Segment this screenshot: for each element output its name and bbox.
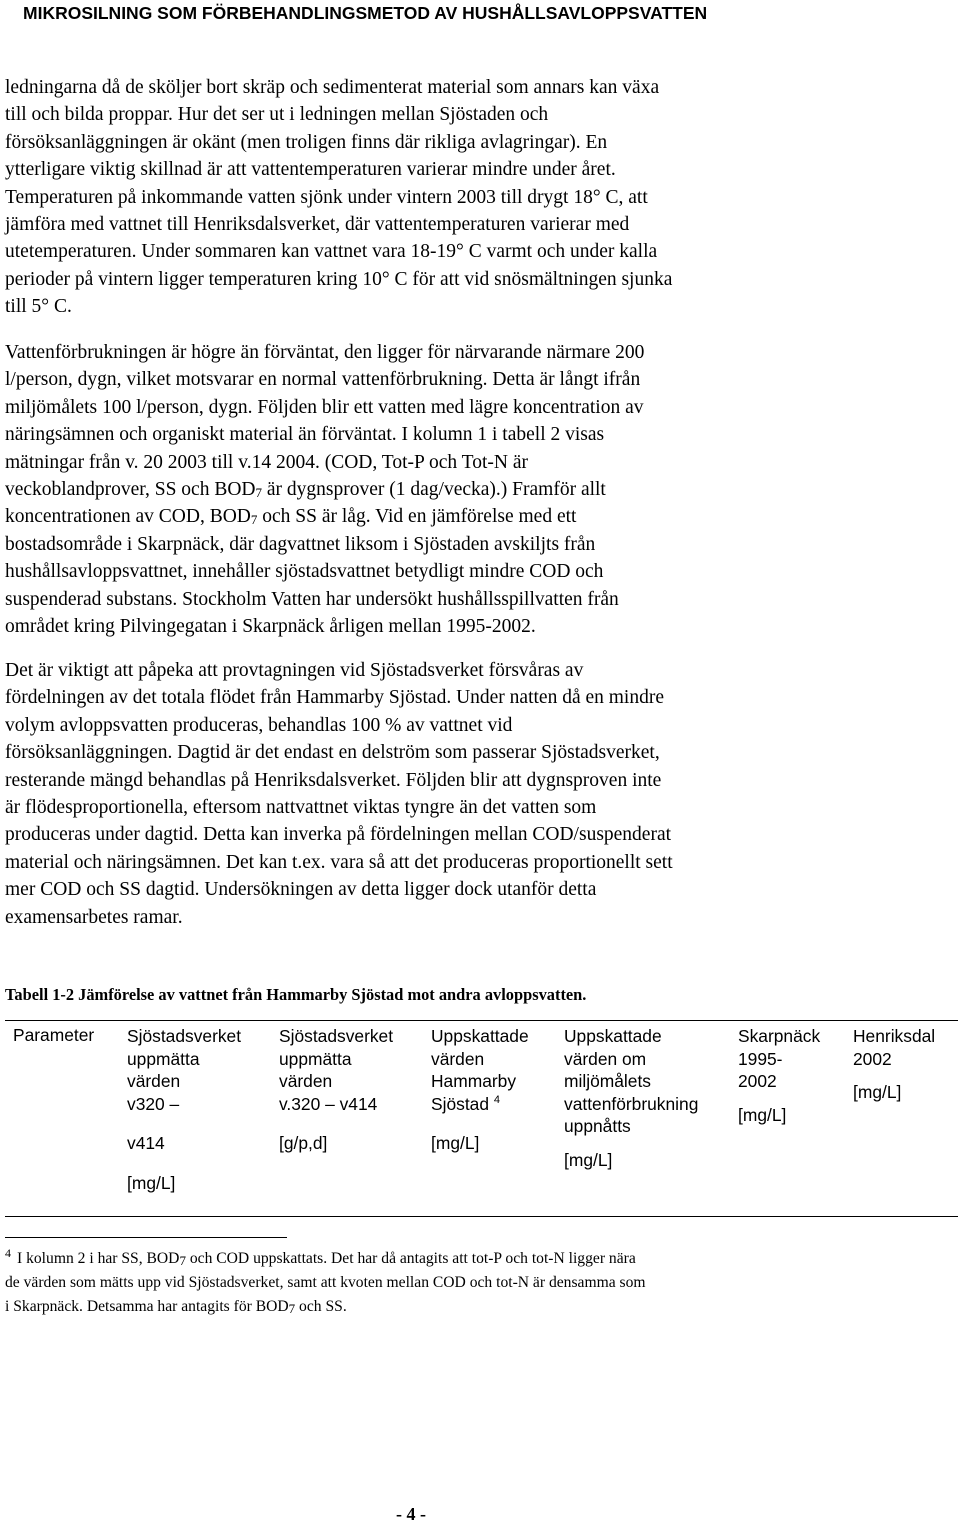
header-cell-text: Sjöstadsverket	[127, 1026, 242, 1046]
header-cell-text: Henriksdal	[853, 1026, 936, 1046]
text-line: till och bilda proppar. Hur det ser ut i ledningen mellan Sjöstaden och	[5, 104, 549, 126]
header-cell-text: v320 –	[127, 1093, 180, 1114]
text-line: miljömålets 100 l/person, dygn. Följden blir ett vatten med lägre koncentration av	[5, 396, 644, 418]
text-line: Temperaturen på inkommande vatten sjönk under vintern 2003 till drygt 18° C, att	[5, 186, 648, 208]
text-line: mer COD och SS dagtid. Undersökningen av detta ligger dock utanför detta	[5, 879, 597, 901]
header-cell-text: vattenförbrukning	[564, 1093, 699, 1114]
table-bottom-rule	[5, 1216, 958, 1217]
text-line: försöksanläggningen. Dagtid är det endast en delström som passerar Sjöstadsverket,	[5, 742, 660, 764]
table-header-uppskattade-miljomal	[564, 1025, 698, 1172]
subscript: 7	[255, 484, 263, 500]
footnote-line	[5, 1247, 646, 1271]
text-line: är flödesproportionella, eftersom nattvattnet viktas tyngre än det vatten som	[5, 796, 597, 818]
text-line: l/person, dygn, vilket motsvarar en normal vattenförbrukning. Detta är långt ifrån	[5, 369, 641, 391]
text-segment: I kolumn 2 i har SS, BOD	[17, 1250, 180, 1267]
spacer	[564, 1138, 698, 1149]
header-cell-text: 1995-	[738, 1048, 783, 1069]
text-line: Det är viktigt att påpeka att provtagningen vid Sjöstadsverket försvåras av	[5, 660, 584, 681]
header-cell-text: v414	[127, 1133, 165, 1154]
header-cell-text: värden om	[564, 1048, 647, 1069]
header-cell-unit: [mg/L]	[564, 1149, 613, 1170]
header-cell-text: miljömålets	[564, 1071, 651, 1092]
text-line: Vattenförbrukningen är högre än förväntat, den ligger för närvarande närmare 200	[5, 342, 645, 363]
header-cell-unit: [mg/L]	[853, 1082, 902, 1103]
footnote-marker: 4	[5, 1246, 11, 1260]
text-line: material och näringsämnen. Det kan t.ex. vara så att det produceras proportionellt sett	[5, 851, 673, 873]
spacer	[279, 1115, 393, 1132]
table-caption: Tabell 1-2 Jämförelse av vattnet från Hammarby Sjöstad mot andra avloppsvatten.	[5, 985, 587, 1004]
table-header-sjostadsverket-gpd	[279, 1025, 393, 1155]
text-line-with-subscript	[5, 503, 955, 530]
text-line: försöksanläggningen är okänt (men troligen finns där rikliga avlagringar). En	[5, 131, 608, 153]
header-cell-text: värden	[127, 1071, 181, 1092]
text-line: bostadsområde i Skarpnäck, där dagvattnet liksom i Sjöstaden avskiljts från	[5, 533, 596, 555]
header-cell-text: 2002	[738, 1071, 777, 1092]
table-top-rule	[5, 1020, 958, 1021]
table-header-henriksdal	[853, 1025, 935, 1104]
header-cell-text: Hammarby	[431, 1071, 517, 1092]
header-cell-text: Sjöstadsverket	[279, 1026, 394, 1046]
spacer	[127, 1155, 241, 1172]
table-header-skarpnack	[738, 1025, 820, 1126]
text-segment: veckoblandprover, SS och BOD	[5, 478, 256, 500]
text-line: ledningarna då de sköljer bort skräp och sedimenterat material som annars kan växa	[5, 77, 660, 98]
text-line: området kring Pilvingegatan i Skarpnäck årligen mellan 1995-2002.	[5, 615, 536, 637]
header-cell-unit: [mg/L]	[738, 1104, 787, 1125]
footnote-line	[5, 1295, 646, 1319]
header-cell-text: Skarpnäck	[738, 1026, 821, 1046]
header-cell-text: Sjöstad	[431, 1093, 490, 1114]
subscript: 7	[179, 1253, 186, 1268]
header-cell-unit: [mg/L]	[127, 1172, 176, 1193]
header-cell-text: v.320 – v414	[279, 1093, 378, 1114]
text-segment: och COD uppskattats. Det har då antagits att tot-P och tot-N ligger nära	[185, 1250, 636, 1267]
header-cell-text: Uppskattade	[431, 1026, 529, 1046]
text-line: mätningar från v. 20 2003 till v.14 2004. (COD, Tot-P och Tot-N är	[5, 451, 528, 473]
footnote-separator	[5, 1237, 287, 1238]
text-segment: och SS.	[295, 1298, 347, 1315]
text-line: resterande mängd behandlas på Henriksdalsverket. Följden blir att dygnsproven inte	[5, 769, 662, 791]
text-line: jämföra med vattnet till Henriksdalsverket, där vattentemperaturen varierar med	[5, 213, 630, 235]
text-segment: koncentrationen av COD, BOD	[5, 506, 251, 528]
subscript: 7	[250, 512, 258, 528]
subscript: 7	[288, 1301, 296, 1316]
text-line: fördelningen av det totala flödet från Hammarby Sjöstad. Under natten då en mindre	[5, 687, 664, 709]
spacer	[431, 1115, 529, 1132]
header-cell-text-with-footnote	[431, 1093, 529, 1116]
text-segment: är dygnsprover (1 dag/vecka).) Framför allt	[262, 478, 606, 500]
spacer	[853, 1070, 935, 1081]
text-segment: och SS är låg. Vid en jämförelse med ett	[257, 506, 577, 528]
footnote-line: de värden som mätts upp vid Sjöstadsverket, samt att kvoten mellan COD och tot-N är densamma som	[5, 1274, 646, 1291]
text-line: produceras under dagtid. Detta kan inverka på fördelningen mellan COD/suspenderat	[5, 824, 672, 846]
text-line: ytterligare viktig skillnad är att vattentemperaturen varierar mindre under året.	[5, 159, 616, 181]
header-cell-text: värden	[279, 1071, 333, 1092]
footnote-reference: 4	[493, 1093, 500, 1106]
footnote	[5, 1247, 646, 1319]
header-cell-text: 2002	[853, 1048, 892, 1069]
header-cell-text: uppmätta	[279, 1048, 352, 1069]
spacer	[738, 1093, 820, 1104]
table-header-uppskattade-hammarby	[431, 1025, 529, 1155]
header-cell-unit: [mg/L]	[431, 1133, 480, 1154]
header-cell-text: Parameter	[13, 1025, 95, 1045]
text-line: perioder på vintern ligger temperaturen kring 10° C för att vid snösmältningen sjunka	[5, 268, 673, 290]
text-segment: i Skarpnäck. Detsamma har antagits för BOD	[5, 1298, 289, 1315]
text-line: till 5° C.	[5, 296, 72, 318]
header-cell-text: värden	[431, 1048, 485, 1069]
text-line-with-subscript	[5, 476, 955, 503]
text-line: näringsämnen och organiskt material än förväntat. I kolumn 1 i tabell 2 visas	[5, 424, 605, 446]
spacer	[127, 1115, 241, 1132]
text-line: hushållsavloppsvattnet, innehåller sjöstadsvattnet betydligt mindre COD och	[5, 561, 604, 583]
table-header-parameter	[13, 1024, 94, 1047]
table-header-sjostadsverket-mg	[127, 1025, 241, 1195]
text-line: volym avloppsvatten produceras, behandlas 100 % av vattnet vid	[5, 714, 513, 736]
header-cell-text: uppnåtts	[564, 1116, 631, 1137]
text-line: utetemperaturen. Under sommaren kan vattnet vara 18-19° C varmt och under kalla	[5, 241, 658, 263]
body-paragraph-3	[5, 657, 955, 931]
running-header: MIKROSILNING SOM FÖRBEHANDLINGSMETOD AV HUSHÅLLSAVLOPPSVATTEN	[23, 3, 708, 23]
header-cell-unit: [g/p,d]	[279, 1133, 328, 1154]
header-cell-text: Uppskattade	[564, 1026, 662, 1046]
text-line: suspenderad substans. Stockholm Vatten har undersökt hushållsspillvatten från	[5, 588, 619, 610]
text-line: examensarbetes ramar.	[5, 906, 183, 928]
body-paragraph-1	[5, 74, 955, 321]
page-number: - 4 -	[396, 1504, 426, 1524]
body-paragraph-2	[5, 339, 955, 640]
header-cell-text: uppmätta	[127, 1048, 200, 1069]
